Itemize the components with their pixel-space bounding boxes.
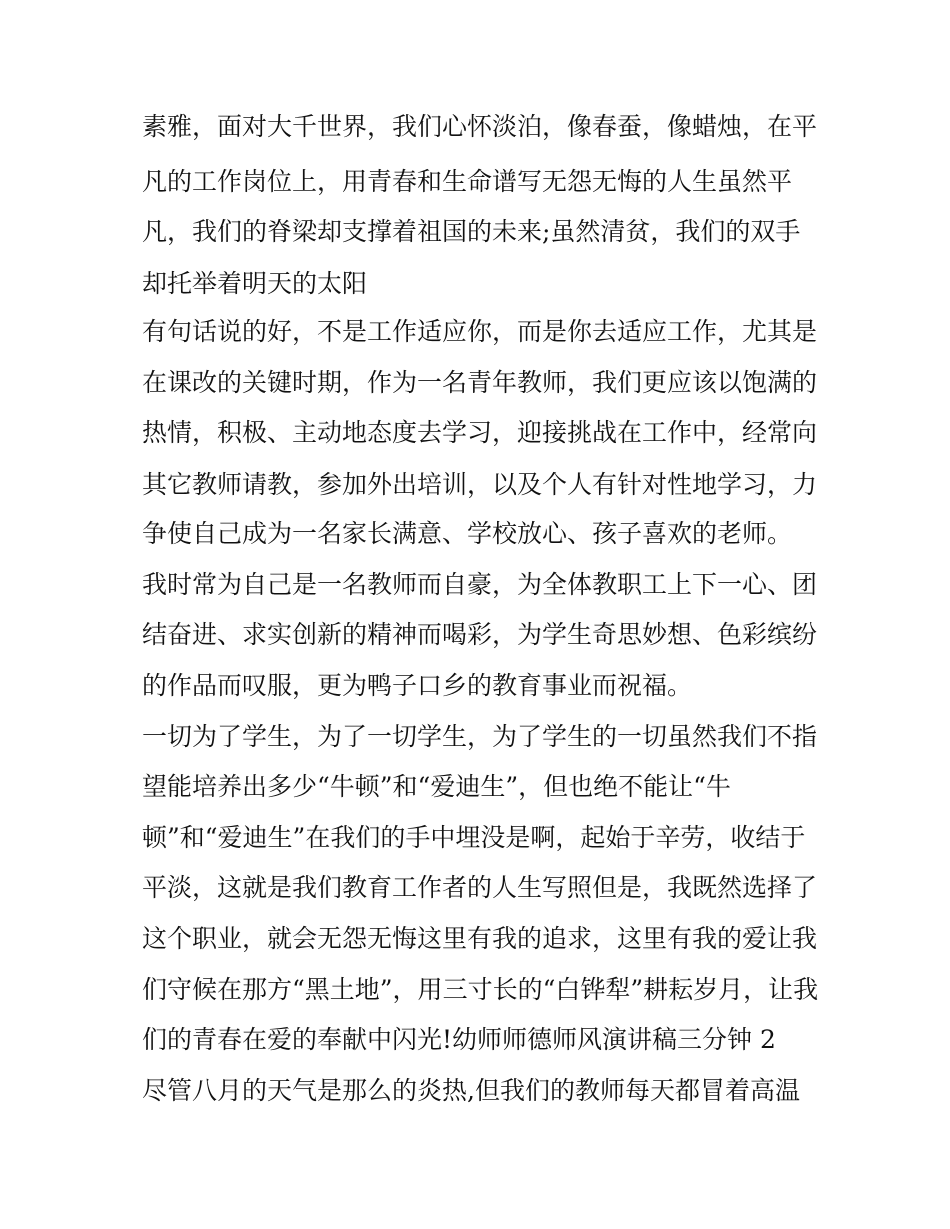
text-line: 的作品而叹服，更为鸭子口乡的教育事业而祝福。: [142, 671, 693, 700]
text-line: 有句话说的好，不是工作适应你，而是你去适应工作，尤其是: [142, 317, 818, 346]
text-line: 热情，积极、主动地态度去学习，迎接挑战在工作中，经常向: [142, 418, 818, 447]
text-line: 我时常为自己是一名教师而自豪，为全体教职工上下一心、团: [142, 570, 818, 599]
text-line: 们守候在那方“黑土地”，用三寸长的“白铧犁”耕耘岁月，让我: [142, 975, 819, 1004]
text-line: 凡的工作岗位上，用青春和生命谱写无怨无悔的人生虽然平: [142, 167, 793, 196]
text-line: 平淡，这就是我们教育工作者的人生写照但是，我既然选择了: [142, 873, 818, 902]
text-line: 这个职业，就会无怨无悔这里有我的追求，这里有我的爱让我: [142, 924, 818, 953]
text-line: 望能培养出多少“牛顿”和“爱迪生”，但也绝不能让“牛: [142, 772, 731, 801]
text-line: 凡，我们的脊梁却支撑着祖国的未来;虽然清贫，我们的双手: [142, 217, 801, 246]
text-line: 争使自己成为一名家长满意、学校放心、孩子喜欢的老师。: [142, 519, 793, 548]
text-line: 尽管八月的天气是那么的炎热,但我们的教师每天都冒着高温: [142, 1076, 800, 1105]
text-line: 在课改的关键时期，作为一名青年教师，我们更应该以饱满的: [142, 368, 818, 397]
text-line: 一切为了学生，为了一切学生，为了学生的一切虽然我们不指: [142, 722, 818, 751]
text-line: 们的青春在爱的奉献中闪光!幼师师德师风演讲稿三分钟 2: [142, 1025, 776, 1054]
text-line: 顿”和“爱迪生”在我们的手中埋没是啊，起始于辛劳，收结于: [142, 823, 806, 852]
text-line: 其它教师请教，参加外出培训，以及个人有针对性地学习，力: [142, 470, 818, 499]
text-line: 素雅，面对大千世界，我们心怀淡泊，像春蚕，像蜡烛，在平: [142, 112, 818, 141]
text-line: 却托举着明天的太阳: [142, 269, 368, 298]
text-line: 结奋进、求实创新的精神而喝彩，为学生奇思妙想、色彩缤纷: [142, 620, 818, 649]
